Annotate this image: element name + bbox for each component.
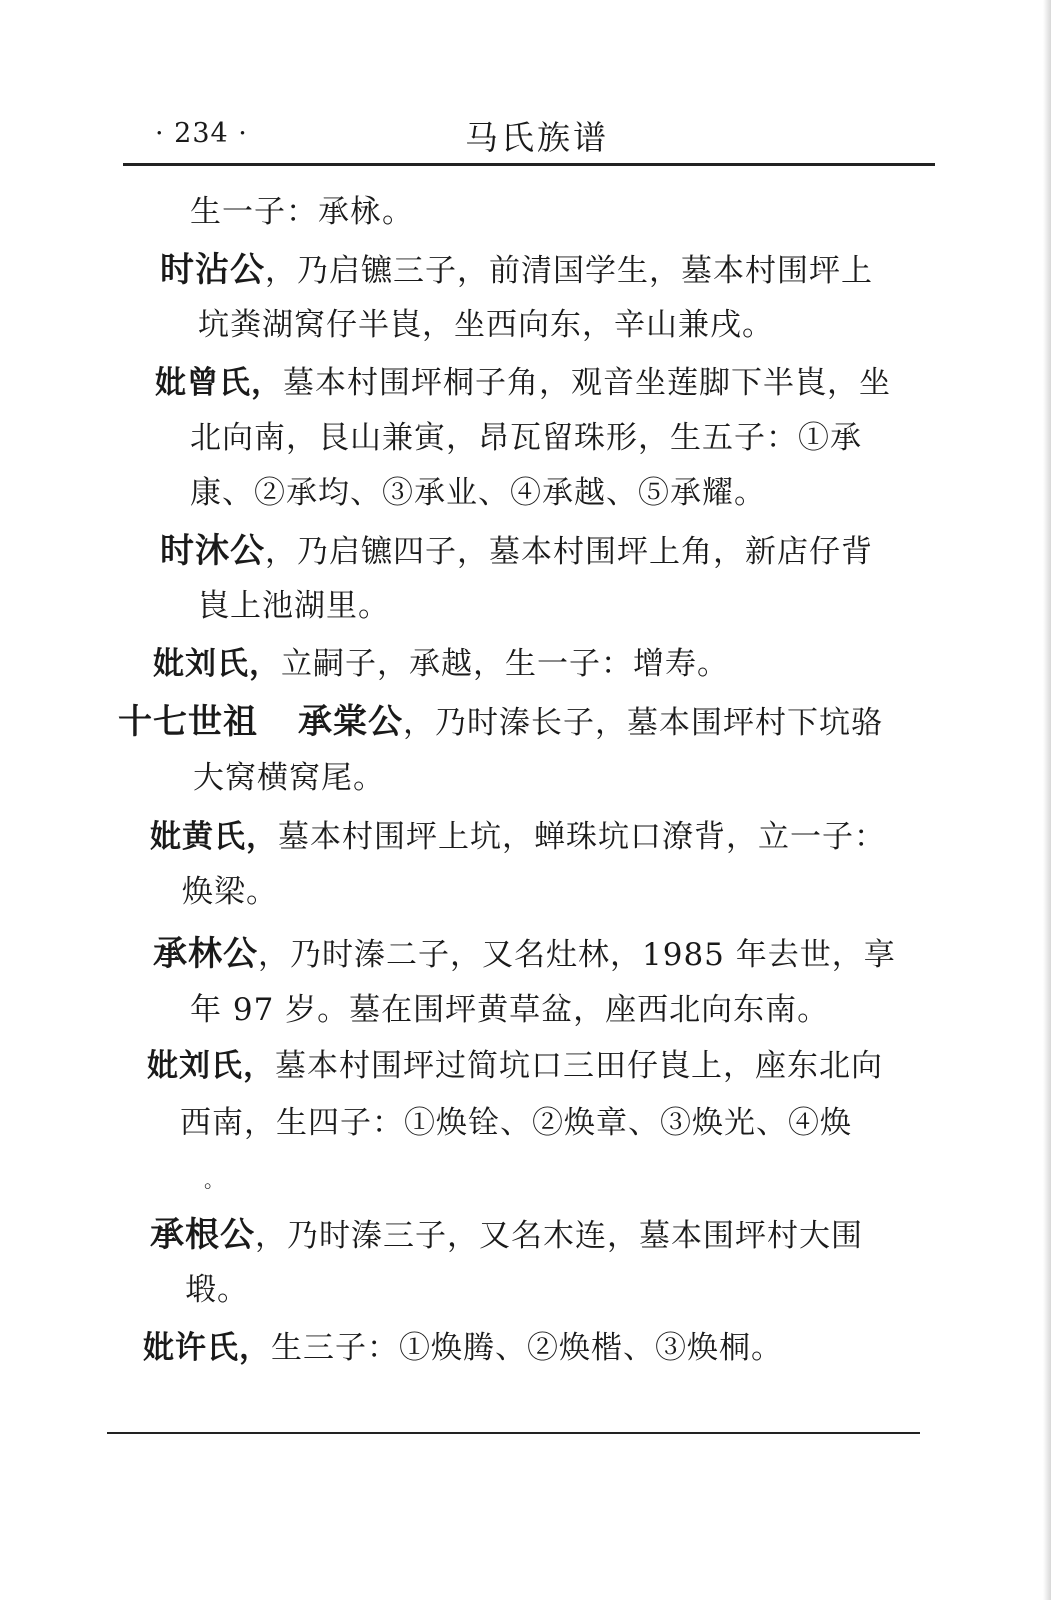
entry-text: 墓本村围坪桐子角，观音坐莲脚下半崀，坐 bbox=[283, 365, 891, 401]
entry-text: ，乃启镳三子，前清国学生，墓本村围坪上 bbox=[265, 253, 873, 289]
text-line: 塅。 bbox=[185, 1272, 249, 1308]
entry-text: ，乃时溱三子，又名木连，墓本围坪村大围 bbox=[255, 1218, 863, 1254]
entry-text: ，乃启镳四子，墓本村围坪上角，新店仔背 bbox=[265, 534, 873, 570]
entry-line bbox=[153, 644, 729, 684]
entry-name: 妣黄氏， bbox=[150, 819, 278, 855]
running-title: 马氏族谱 bbox=[465, 118, 609, 157]
entry-text: 墓本村围坪过简坑口三田仔崀上，座东北向 bbox=[275, 1048, 883, 1084]
entry-line bbox=[160, 531, 873, 572]
entry-line bbox=[150, 817, 886, 857]
entry-name: 妣刘氏， bbox=[153, 646, 281, 682]
entry-line bbox=[153, 934, 896, 975]
entry-line bbox=[160, 250, 873, 291]
entry-name: 妣许氏， bbox=[143, 1330, 271, 1366]
text-line: 西南，生四子：①焕铨、②焕章、③焕光、④焕 bbox=[180, 1105, 852, 1141]
entry-line bbox=[155, 363, 891, 403]
header-rule bbox=[123, 163, 935, 166]
entry-text: 生三子：①焕腾、②焕楷、③焕桐。 bbox=[271, 1330, 783, 1366]
entry-name: 时沐公 bbox=[160, 531, 265, 571]
text-line: 生一子：承栐。 bbox=[190, 194, 414, 230]
entry-text: 墓本村围坪上坑，蝉珠坑口潦背，立一子： bbox=[278, 819, 886, 855]
text-line: 康、②承均、③承业、④承越、⑤承耀。 bbox=[190, 475, 766, 511]
entry-name: 妣刘氏， bbox=[147, 1048, 275, 1084]
entry-line bbox=[143, 1328, 783, 1368]
entry-name: 妣曾氏， bbox=[155, 365, 283, 401]
entry-name: 承林公 bbox=[153, 934, 258, 974]
entry-text: 立嗣子，承越，生一子：增寿。 bbox=[281, 646, 729, 682]
text-line: 北向南，艮山兼寅，昂瓦留珠形，生五子：①承 bbox=[190, 420, 862, 456]
text-line: 大窝横窝尾。 bbox=[193, 760, 385, 796]
page-edge-shadow bbox=[1043, 0, 1051, 1600]
page-number: · 234 · bbox=[155, 118, 248, 149]
text-line: 。 bbox=[204, 1168, 225, 1192]
entry-line bbox=[150, 1215, 863, 1256]
entry-name: 承根公 bbox=[150, 1215, 255, 1255]
entry-text: ，乃时溱长子，墓本围坪村下坑骆 bbox=[403, 705, 883, 741]
entry-name: 承棠公 bbox=[298, 702, 403, 742]
entry-line bbox=[147, 1046, 883, 1086]
text-line: 崀上池湖里。 bbox=[198, 588, 390, 624]
text-line: 坑粪湖窝仔半崀，坐西向东，辛山兼戌。 bbox=[198, 307, 774, 343]
entry-text: ，乃时溱二子，又名灶林，1985 年去世，享 bbox=[258, 937, 896, 973]
text-line: 年 97 岁。墓在围坪黄草盆，座西北向东南。 bbox=[190, 992, 830, 1028]
text-line: 焕梁。 bbox=[182, 874, 278, 910]
entry-line bbox=[118, 702, 883, 743]
entry-name: 时沾公 bbox=[160, 250, 265, 290]
footer-rule bbox=[107, 1432, 920, 1434]
generation-heading: 十七世祖 bbox=[118, 702, 258, 742]
